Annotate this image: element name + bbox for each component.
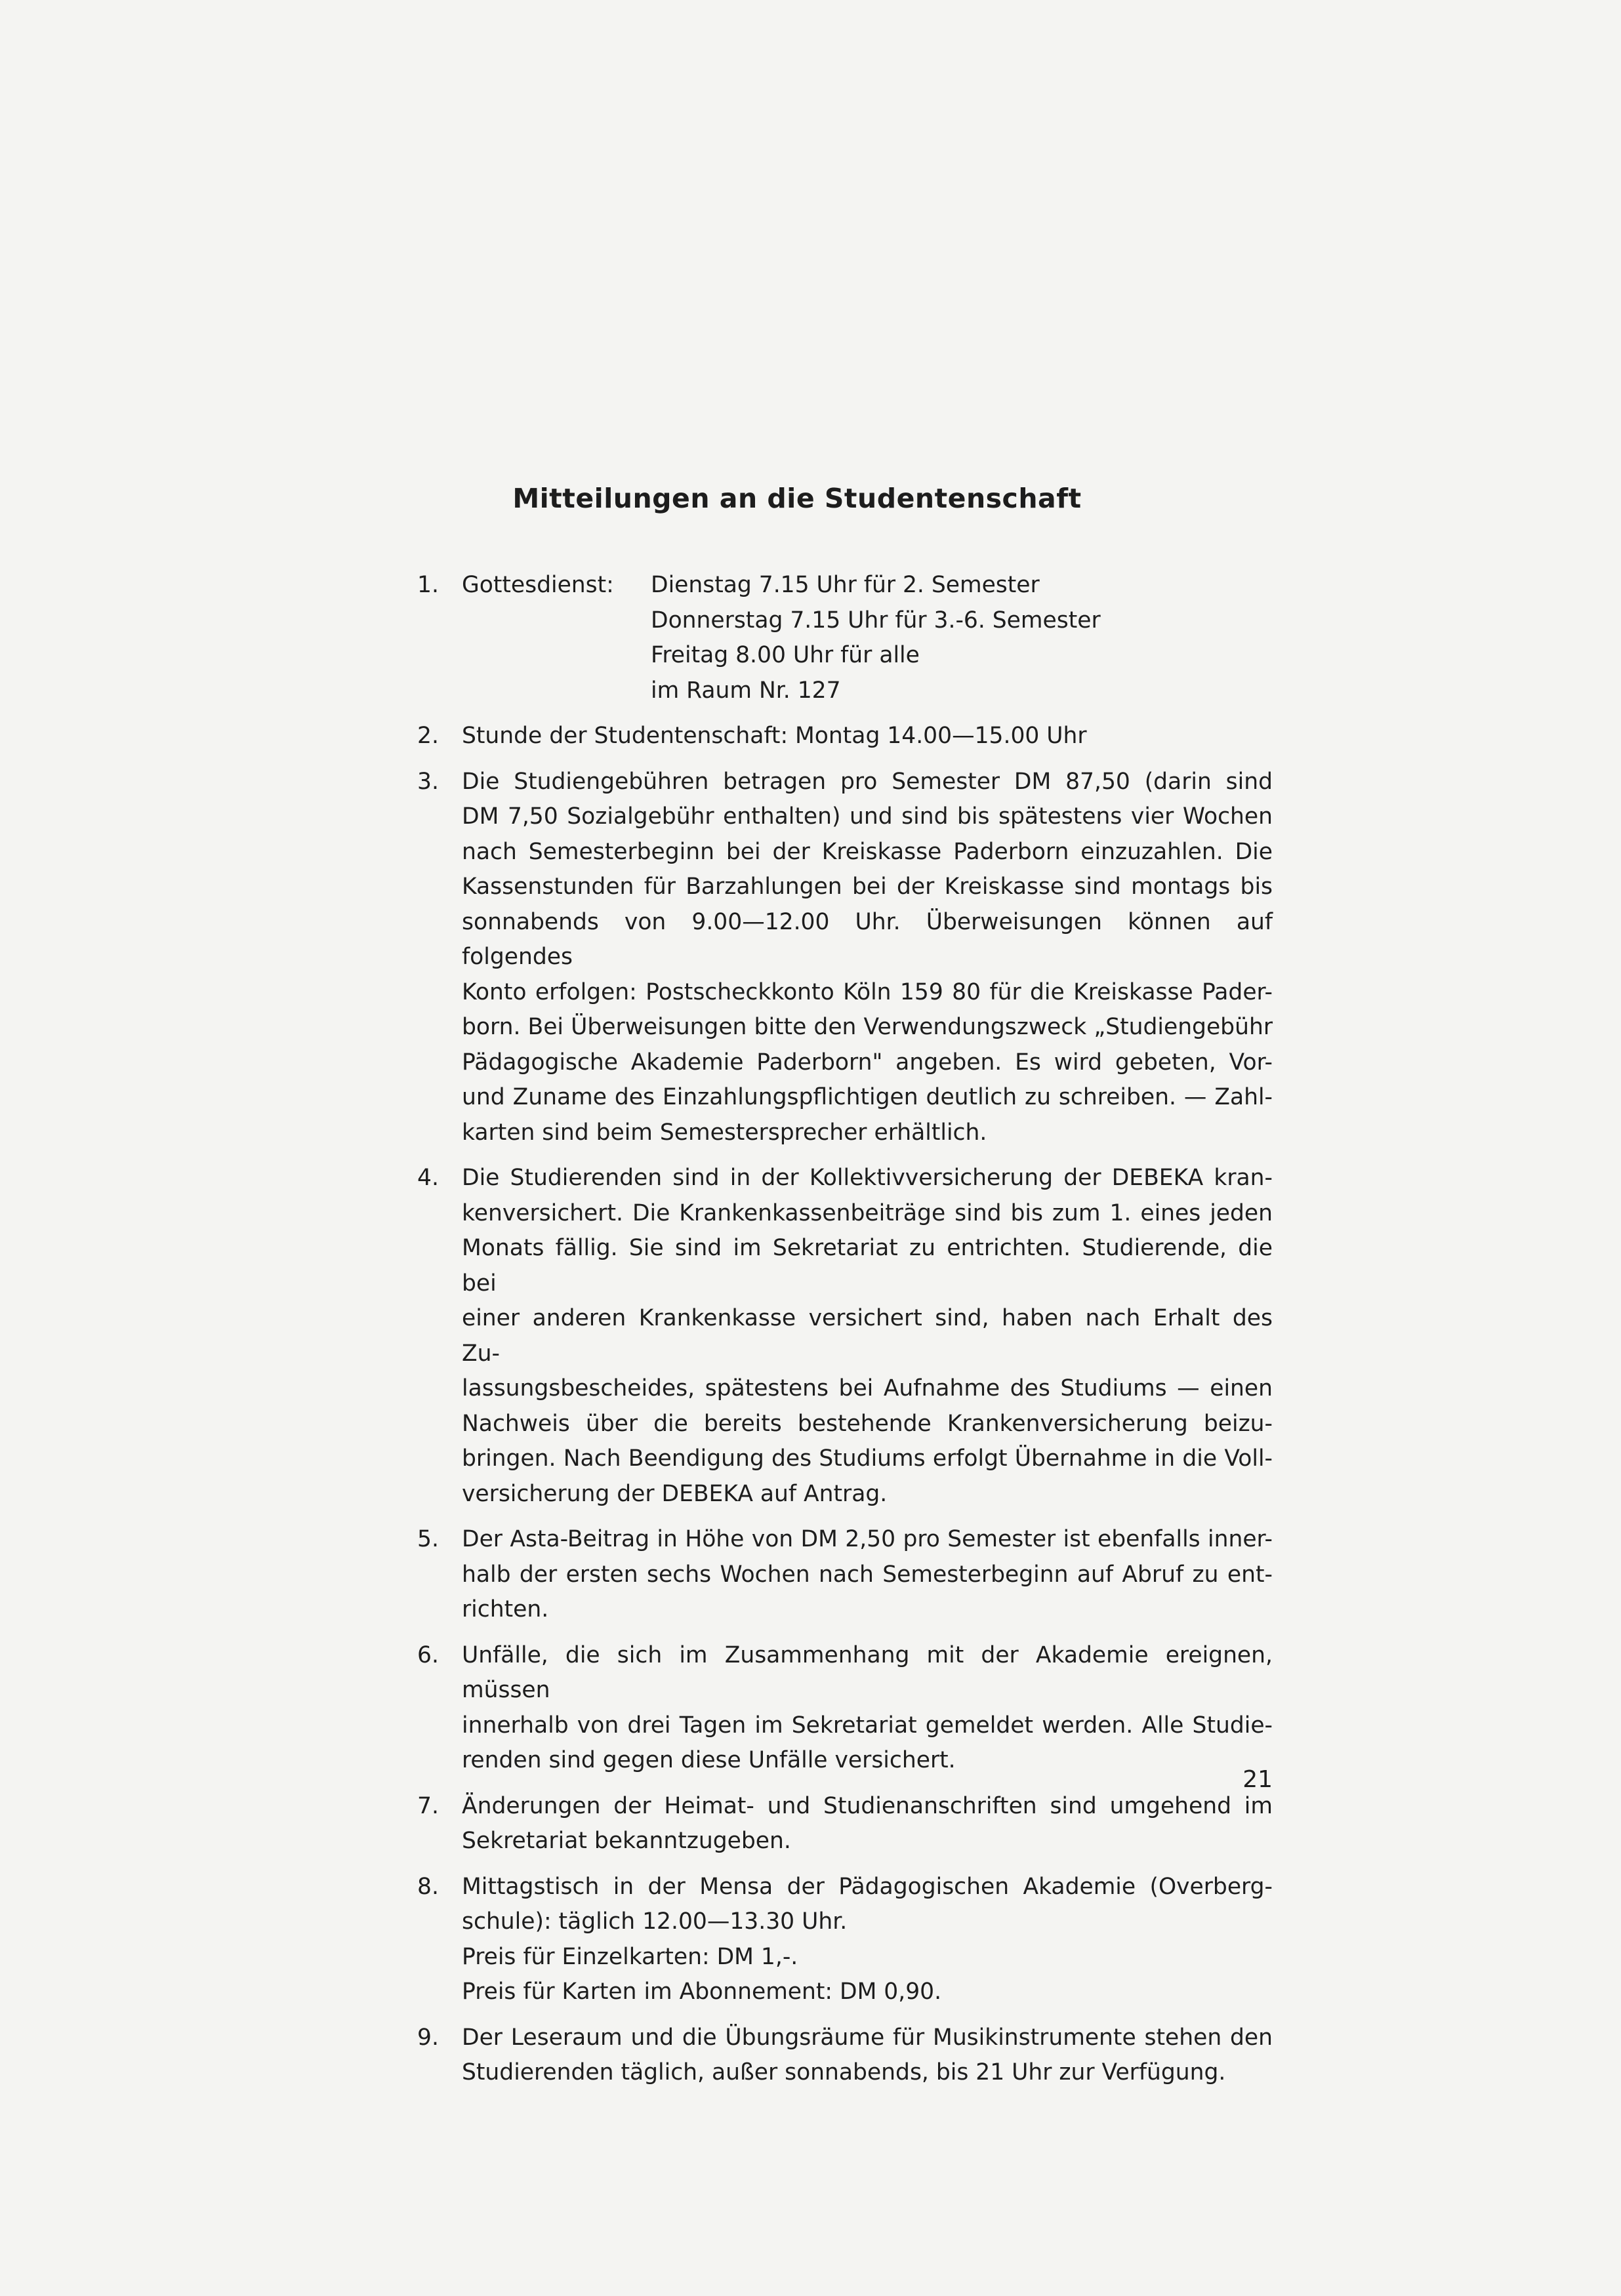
item-line: Sekretariat bekanntzugeben. [462, 1828, 791, 1854]
schedule-line: Donnerstag 7.15 Uhr für 3.-6. Semester [651, 607, 1101, 634]
schedule-line: Dienstag 7.15 Uhr für 2. Semester [651, 572, 1040, 598]
item-line: richten. [462, 1596, 549, 1622]
list-item [409, 1870, 1273, 2010]
list-item [409, 1161, 1273, 1512]
schedule-continuation [462, 603, 1273, 709]
item-line: kenversichert. Die Krankenkassenbeiträge sind bis zum 1. eines jeden [462, 1199, 1273, 1226]
item-line: bringen. Nach Beendigung des Studiums erfolgt Übernahme in die Voll- [462, 1445, 1273, 1472]
item-number: 7. [417, 1792, 439, 1819]
item-line: Kassenstunden für Barzahlungen bei der Kreiskasse sind montags bis [462, 874, 1273, 900]
list-item [409, 568, 1273, 708]
item-line: sonnabends von 9.00—12.00 Uhr. Überweisungen können auf folgendes [462, 908, 1273, 970]
item-number: 2. [417, 723, 439, 749]
page-number: 21 [1242, 1766, 1273, 1793]
item-number: 1. [417, 572, 439, 598]
item-line: schule): täglich 12.00—13.30 Uhr. [462, 1908, 848, 1935]
item-line: Pädagogische Akademie Paderborn" angeben. Es wird gebeten, Vor- [462, 1049, 1273, 1076]
item-line: halb der ersten sechs Wochen nach Semesterbeginn auf Abruf zu ent- [462, 1561, 1273, 1588]
item-number: 5. [417, 1526, 439, 1552]
item-line: einer anderen Krankenkasse versichert sind, haben nach Erhalt des Zu- [462, 1305, 1273, 1367]
item-number: 4. [417, 1165, 439, 1191]
item-line: Preis für Einzelkarten: DM 1,-. [462, 1943, 798, 1970]
list-item [409, 765, 1273, 1151]
item-number: 6. [417, 1641, 439, 1668]
item-line: Mittagstisch in der Mensa der Pädagogischen Akademie (Overberg- [462, 1873, 1273, 1900]
item-line: innerhalb von drei Tagen im Sekretariat gemeldet werden. Alle Studie- [462, 1712, 1273, 1739]
item-line: Die Studiengebühren betragen pro Semester DM 87,50 (darin sind [462, 768, 1273, 795]
item-number: 9. [417, 2024, 439, 2051]
item-line: DM 7,50 Sozialgebühr enthalten) und sind bis spätestens vier Wochen [462, 803, 1273, 830]
item-line: und Zuname des Einzahlungspflichtigen deutlich zu schreiben. — Zahl- [462, 1084, 1273, 1110]
item-line: nach Semesterbeginn bei der Kreiskasse Paderborn einzuzahlen. Die [462, 838, 1273, 865]
item-line: Stunde der Studentenschaft: Montag 14.00—15.00 Uhr [462, 723, 1087, 749]
item-line: lassungsbescheides, spätestens bei Aufnahme des Studiums — einen [462, 1375, 1273, 1401]
item-line: Der Leseraum und die Übungsräume für Musikinstrumente stehen den [462, 2024, 1273, 2051]
list-item [409, 2021, 1273, 2091]
list-item [409, 1638, 1273, 1779]
schedule-line: im Raum Nr. 127 [651, 677, 841, 704]
list-item [409, 1522, 1273, 1628]
item-line: karten sind beim Semestersprecher erhältlich. [462, 1119, 987, 1146]
item-line: Der Asta-Beitrag in Höhe von DM 2,50 pro Semester ist ebenfalls inner- [462, 1526, 1273, 1552]
page-title: Mitteilungen an die Studentenschaft [512, 483, 1082, 514]
item-line: Änderungen der Heimat- und Studienanschriften sind umgehend im [462, 1792, 1273, 1819]
item-line: Studierenden täglich, außer sonnabends, bis 21 Uhr zur Verfügung. [462, 2059, 1226, 2085]
item-line: Unfälle, die sich im Zusammenhang mit der Akademie ereignen, müssen [462, 1641, 1273, 1703]
item-line: Preis für Karten im Abonnement: DM 0,90. [462, 1979, 942, 2005]
schedule-row [462, 568, 1273, 603]
item-line: Nachweis über die bereits bestehende Krankenversicherung beizu- [462, 1410, 1273, 1437]
item-number: 8. [417, 1873, 439, 1900]
schedule-line: Freitag 8.00 Uhr für alle [651, 642, 920, 668]
item-line: Konto erfolgen: Postscheckkonto Köln 159 80 für die Kreiskasse Pader- [462, 978, 1273, 1005]
notice-list [409, 568, 1273, 2101]
item-line: renden sind gegen diese Unfälle versichert. [462, 1747, 956, 1773]
list-item [409, 719, 1273, 754]
item-line: versicherung der DEBEKA auf Antrag. [462, 1480, 888, 1507]
item-number: 3. [417, 768, 439, 795]
item-line: born. Bei Überweisungen bitte den Verwendungszweck „Studiengebühr [462, 1014, 1273, 1040]
schedule-label: Gottesdienst: [462, 572, 614, 598]
item-line: Die Studierenden sind in der Kollektivversicherung der DEBEKA kran- [462, 1165, 1273, 1191]
item-line: Monats fällig. Sie sind im Sekretariat zu entrichten. Studierende, die bei [462, 1235, 1273, 1297]
list-item [409, 1789, 1273, 1859]
